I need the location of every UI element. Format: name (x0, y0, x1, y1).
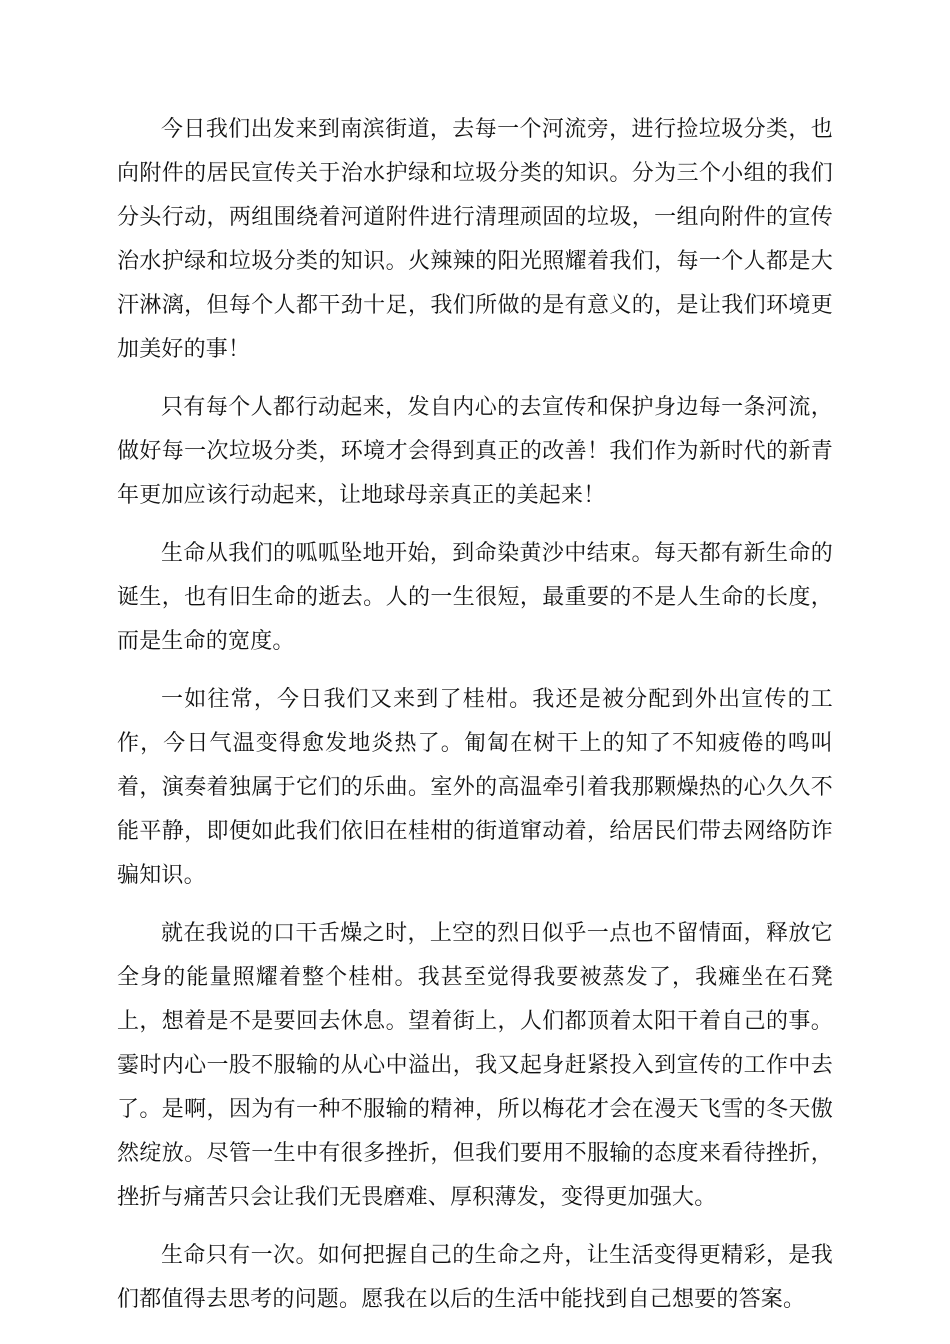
paragraph-5: 就在我说的口干舌燥之时，上空的烈日似乎一点也不留情面，释放它全身的能量照耀着整个桂柑。我甚至觉得我要被蒸发了，我瘫坐在石凳上，想着是不是要回去休息。望着街上，人们都顶着太阳干着自己的事。霎时内心一股不服输的从心中溢出，我又起身赶紧投入到宣传的工作中去了。是啊，因为有一种不服输的精神，所以梅花才会在漫天飞雪的冬天傲然绽放。尽管一生中有很多挫折，但我们要用不服输的态度来看待挫折，挫折与痛苦只会让我们无畏磨难、厚积薄发，变得更加强大。 (117, 921, 833, 1210)
paragraph-4: 一如往常，今日我们又来到了桂柑。我还是被分配到外出宣传的工作，今日气温变得愈发地炎热了。匍匐在树干上的知了不知疲倦的鸣叫着，演奏着独属于它们的乐曲。室外的高温牵引着我那颗燥热的心久久不能平静，即便如此我们依旧在桂柑的街道窜动着，给居民们带去网络防诈骗知识。 (117, 687, 833, 888)
paragraph-2: 只有每个人都行动起来，发自内心的去宣传和保护身边每一条河流，做好每一次垃圾分类，环境才会得到真正的改善！我们作为新时代的新青年更加应该行动起来，让地球母亲真正的美起来！ (117, 395, 833, 508)
document-body (117, 108, 833, 1336)
paragraph-3: 生命从我们的呱呱坠地开始，到命染黄沙中结束。每天都有新生命的诞生，也有旧生命的逝去。人的一生很短，最重要的不是人生命的长度，而是生命的宽度。 (117, 541, 833, 654)
paragraph-6: 生命只有一次。如何把握自己的生命之舟，让生活变得更精彩，是我们都值得去思考的问题。愿我在以后的生活中能找到自己想要的答案。 (117, 1243, 833, 1312)
paragraph-1: 今日我们出发来到南滨街道，去每一个河流旁，进行捡垃圾分类，也向附件的居民宣传关于治水护绿和垃圾分类的知识。分为三个小组的我们分头行动，两组围绕着河道附件进行清理顽固的垃圾，一组向附件的宣传治水护绿和垃圾分类的知识。火辣辣的阳光照耀着我们，每一个人都是大汗淋漓，但每个人都干劲十足，我们所做的是有意义的，是让我们环境更加美好的事！ (117, 117, 833, 362)
